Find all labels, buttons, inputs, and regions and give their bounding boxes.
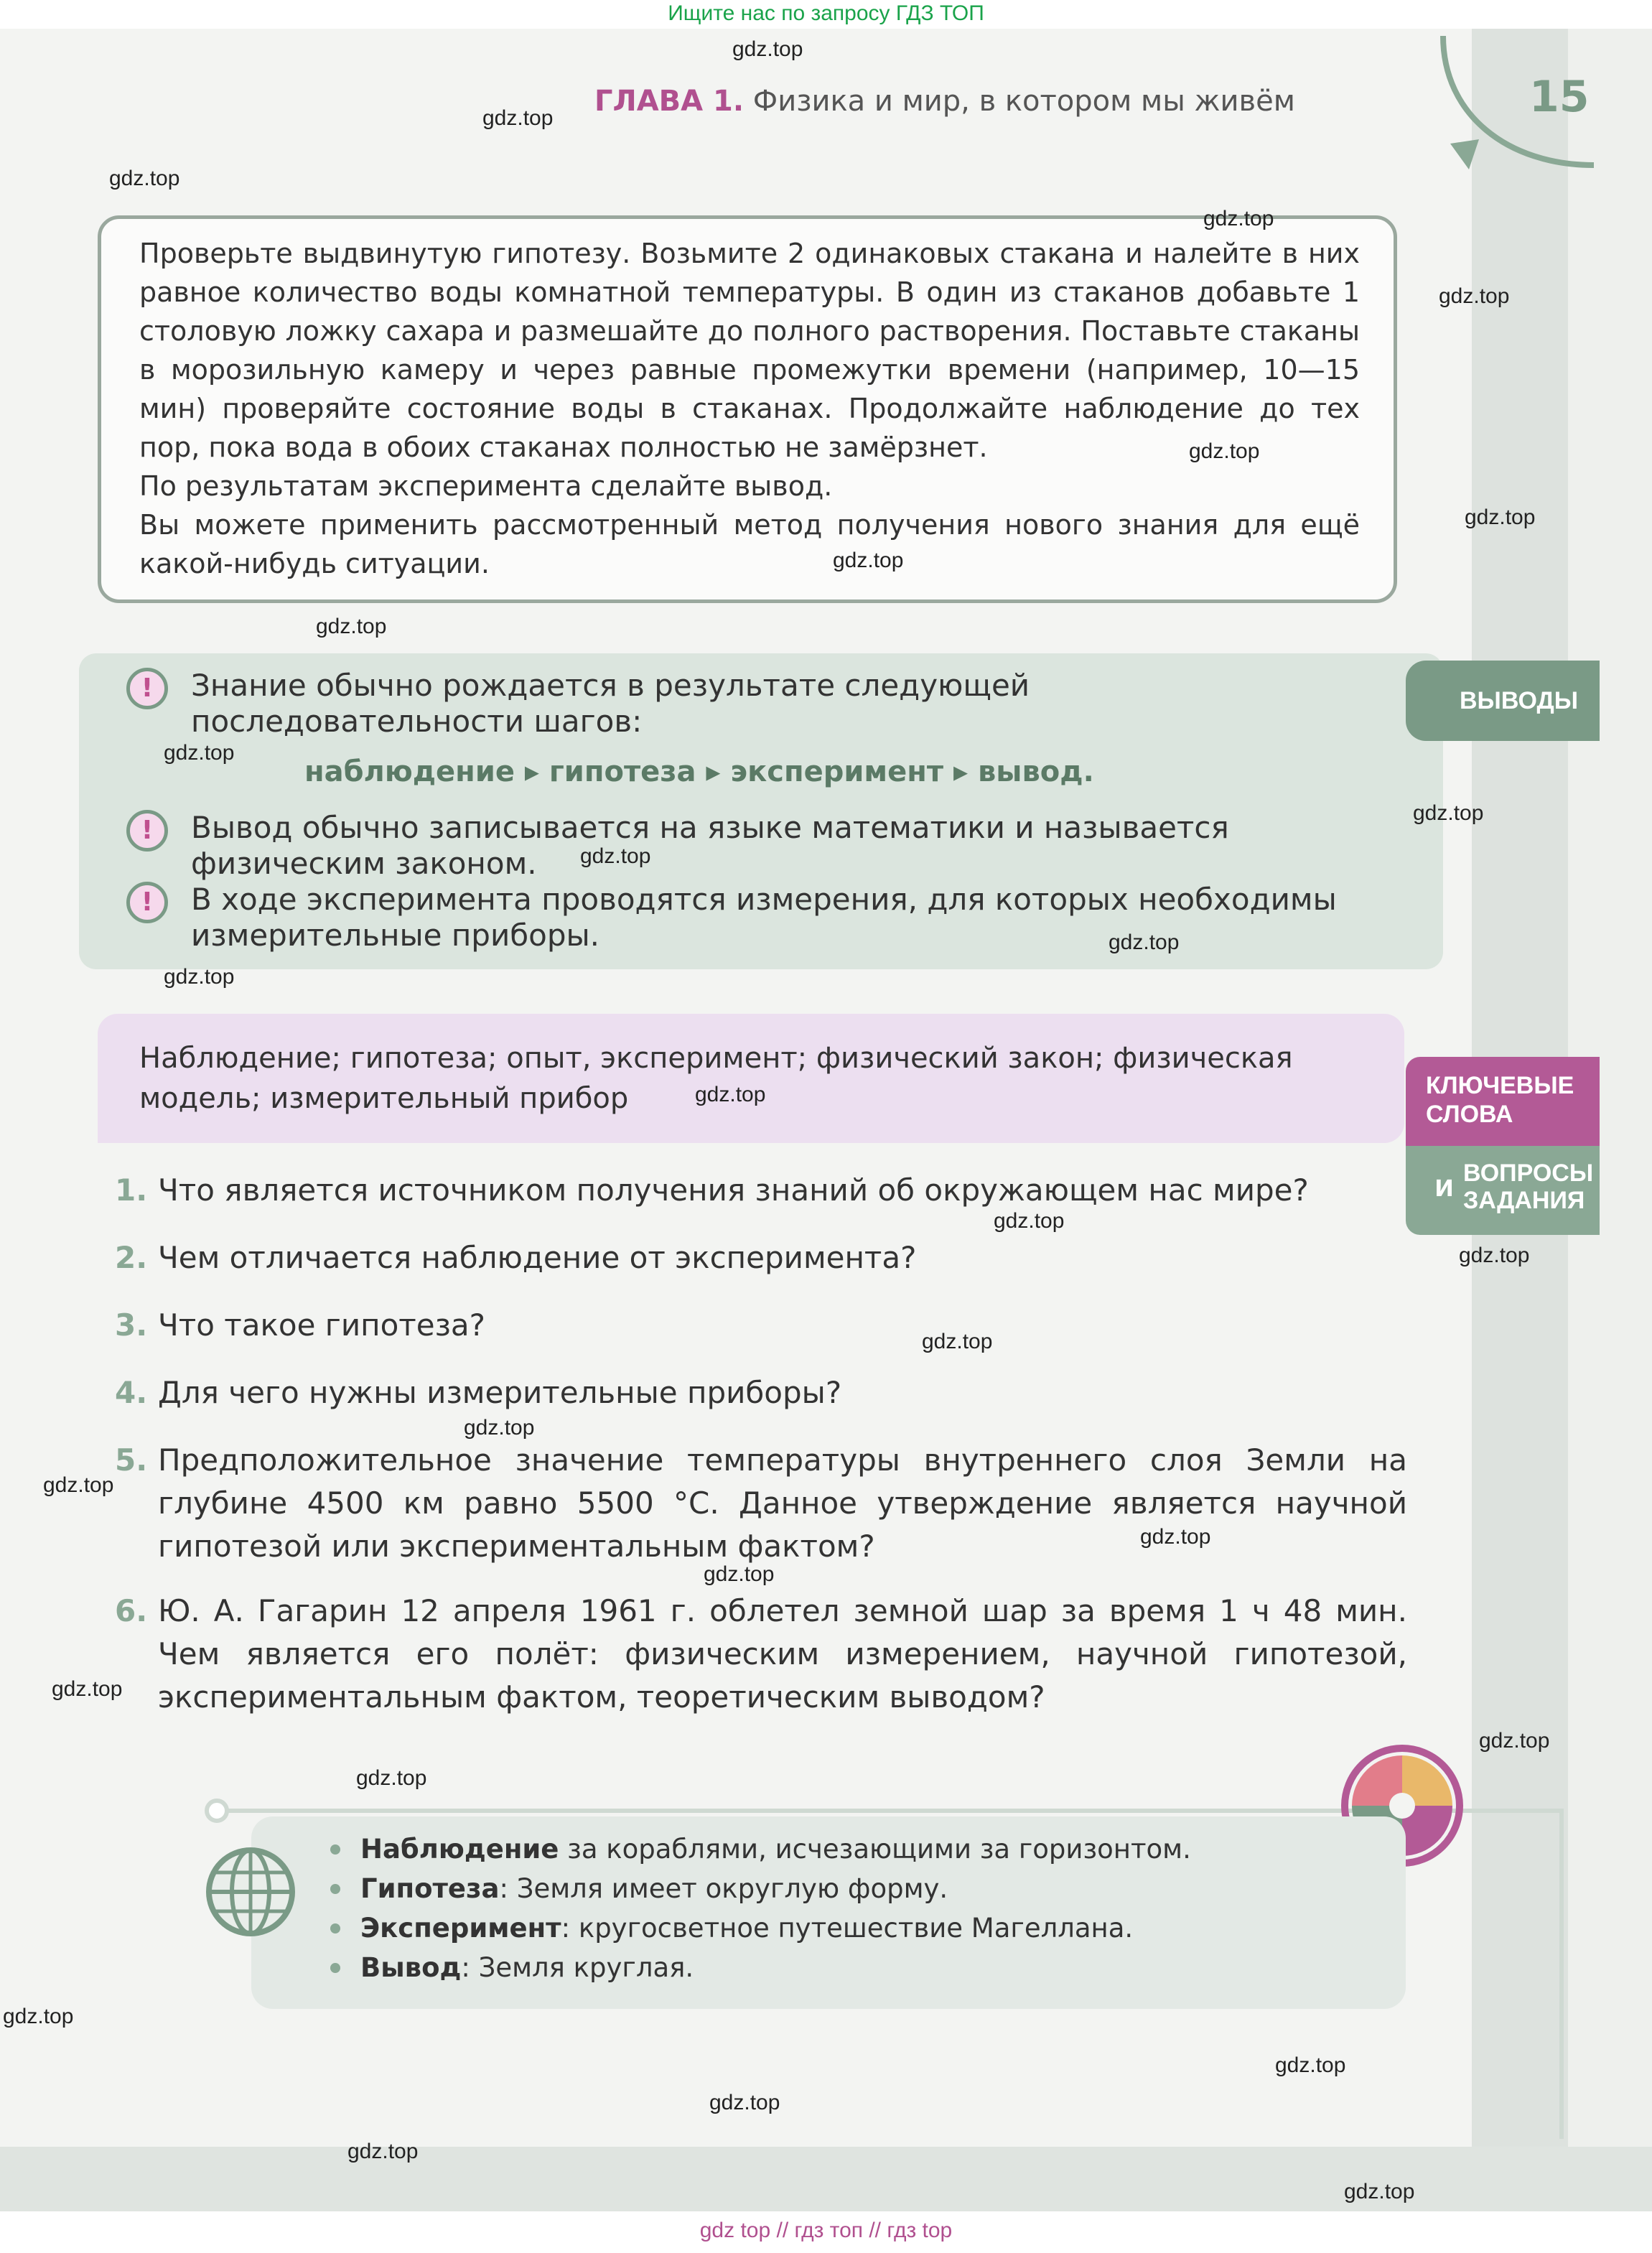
example-item xyxy=(330,1829,1191,1869)
question-text: Ю. А. Гагарин 12 апреля 1961 г. облетел земной шар за время 1 ч 48 мин. Чем является его полёт: физическим измерением, научной гипотезой, экспериментальным фактом, теоретическим выводом? xyxy=(158,1593,1407,1715)
top-banner[interactable]: Ищите нас по запросу ГДЗ ТОП xyxy=(668,1,984,25)
question-text: Что такое гипотеза? xyxy=(158,1307,485,1343)
watermark: gdz.top xyxy=(580,844,651,868)
experiment-paragraph: Проверьте выдвинутую гипотезу. Возьмите 2 одинаковых стакана и налейте в них равное количество воды комнатной температуры. В один из стаканов добавьте 1 столовую ложку сахара и размешайте до полного растворения. Поставьте стаканы в морозильную камеру и через равные промежутки времени (например, 10—15 мин) проверяйте состояние воды в стаканах. Продолжайте наблюдение до тех пор, пока вода в обоих стаканах полностью не замёрзнет. xyxy=(139,238,1360,463)
watermark: gdz.top xyxy=(109,167,180,190)
example-desc: : Земля круглая. xyxy=(461,1952,694,1983)
bullet-icon xyxy=(330,1844,340,1855)
example-desc: : Земля имеет округлую форму. xyxy=(499,1873,948,1904)
question-number: 4. xyxy=(115,1375,148,1410)
experiment-paragraph: По результатам эксперимента сделайте вывод. xyxy=(139,470,833,502)
question-number: 6. xyxy=(115,1593,148,1628)
chapter-title: Физика и мир, в котором мы живём xyxy=(752,85,1295,118)
example-term: Гипотеза xyxy=(360,1873,500,1904)
question-item xyxy=(115,1439,1407,1568)
bullet-icon xyxy=(330,1884,340,1894)
keywords-text: Наблюдение; гипотеза; опыт, эксперимент; физический закон; физическая модель; измерительный прибор xyxy=(139,1042,1293,1115)
conclusion-item: Вывод обычно записывается на языке математики и называется физическим законом. xyxy=(191,810,1229,881)
tab-conclusions: ВЫВОДЫ xyxy=(1406,661,1600,741)
example-term: Наблюдение xyxy=(360,1834,559,1865)
watermark: gdz.top xyxy=(922,1330,993,1353)
experiment-paragraph: Вы можете применить рассмотренный метод получения нового знания для ещё какой-нибудь ситуации. xyxy=(139,509,1360,579)
bullet-icon xyxy=(330,1963,340,1973)
exclamation-icon: ! xyxy=(126,810,168,852)
exclamation-icon: ! xyxy=(126,668,168,709)
example-desc: за кораблями, исчезающими за горизонтом. xyxy=(559,1834,1191,1865)
example-term: Эксперимент xyxy=(360,1913,561,1944)
watermark: gdz.top xyxy=(52,1677,123,1701)
watermark: gdz.top xyxy=(833,549,904,572)
watermark: gdz.top xyxy=(482,106,554,130)
question-text: Предположительное значение температуры внутреннего слоя Земли на глубине 4500 км равно 5500 °С. Данное утверждение является научной гипотезой или экспериментальным фактом? xyxy=(158,1442,1407,1564)
example-term: Вывод xyxy=(360,1952,462,1983)
exclamation-icon: ! xyxy=(126,882,168,923)
watermark: gdz.top xyxy=(1459,1244,1530,1267)
watermark: gdz.top xyxy=(1275,2053,1346,2077)
tab-questions-line: ВОПРОСЫ xyxy=(1463,1160,1594,1187)
watermark: gdz.top xyxy=(464,1416,535,1440)
chapter-heading xyxy=(594,85,1295,118)
watermark: gdz.top xyxy=(695,1083,766,1106)
watermark: gdz.top xyxy=(1109,930,1180,954)
question-number: 2. xyxy=(115,1240,148,1275)
tab-keywords xyxy=(1406,1057,1600,1146)
watermark: gdz.top xyxy=(1140,1525,1211,1549)
question-item xyxy=(115,1236,1407,1279)
watermark: gdz.top xyxy=(347,2140,419,2163)
example-list xyxy=(330,1829,1191,1987)
tab-questions xyxy=(1406,1146,1600,1235)
watermark: gdz.top xyxy=(3,2005,74,2028)
watermark: gdz.top xyxy=(1413,801,1484,825)
watermark: gdz.top xyxy=(316,615,387,638)
experiment-text xyxy=(139,234,1360,583)
question-number: 3. xyxy=(115,1307,148,1343)
question-item xyxy=(115,1169,1407,1212)
watermark: gdz.top xyxy=(1203,207,1274,230)
example-item xyxy=(330,1948,1191,1987)
watermark: gdz.top xyxy=(709,2091,780,2114)
question-number: 5. xyxy=(115,1442,148,1478)
tab-questions-line: ЗАДАНИЯ xyxy=(1463,1187,1585,1214)
bullet-icon xyxy=(330,1923,340,1934)
watermark: gdz.top xyxy=(356,1766,427,1790)
watermark: gdz.top xyxy=(1479,1729,1550,1753)
knowledge-steps: наблюдение ▸ гипотеза ▸ эксперимент ▸ вывод. xyxy=(304,755,1094,788)
chapter-label: ГЛАВА 1. xyxy=(594,85,745,118)
watermark: gdz.top xyxy=(704,1562,775,1586)
watermark: gdz.top xyxy=(1439,284,1510,308)
example-desc: : кругосветное путешествие Магеллана. xyxy=(561,1913,1134,1944)
page-number: 15 xyxy=(1529,72,1590,122)
question-item xyxy=(115,1371,1407,1414)
watermark: gdz.top xyxy=(43,1473,114,1497)
conclusion-item: В ходе эксперимента проводятся измерения, для которых необходимы измерительные приборы. xyxy=(191,882,1337,953)
watermark: gdz.top xyxy=(1465,505,1536,529)
watermark: gdz.top xyxy=(994,1209,1065,1233)
question-number: 1. xyxy=(115,1172,148,1208)
question-text: Для чего нужны измерительные приборы? xyxy=(158,1375,842,1410)
example-item xyxy=(330,1869,1191,1908)
bottom-links[interactable]: gdz top // гдз топ // гдз top xyxy=(699,2219,953,2242)
watermark: gdz.top xyxy=(732,37,803,61)
tab-questions-and: и xyxy=(1434,1168,1455,1203)
question-item xyxy=(115,1590,1407,1719)
example-item xyxy=(330,1908,1191,1948)
watermark: gdz.top xyxy=(1344,2180,1415,2203)
watermark: gdz.top xyxy=(1189,439,1260,463)
tab-keywords-line: СЛОВА xyxy=(1426,1101,1513,1128)
watermark: gdz.top xyxy=(164,741,235,765)
divider-line xyxy=(1559,1809,1564,2139)
globe-icon xyxy=(204,1845,297,1939)
watermark: gdz.top xyxy=(164,965,235,989)
question-item xyxy=(115,1304,1407,1347)
connector-dot-icon xyxy=(202,1796,231,1825)
question-text: Что является источником получения знаний об окружающем нас мире? xyxy=(158,1172,1309,1208)
tab-keywords-line: КЛЮЧЕВЫЕ xyxy=(1426,1072,1574,1099)
question-text: Чем отличается наблюдение от эксперимента? xyxy=(158,1240,917,1275)
conclusion-item: Знание обычно рождается в результате следующей последовательности шагов: xyxy=(191,668,1030,739)
